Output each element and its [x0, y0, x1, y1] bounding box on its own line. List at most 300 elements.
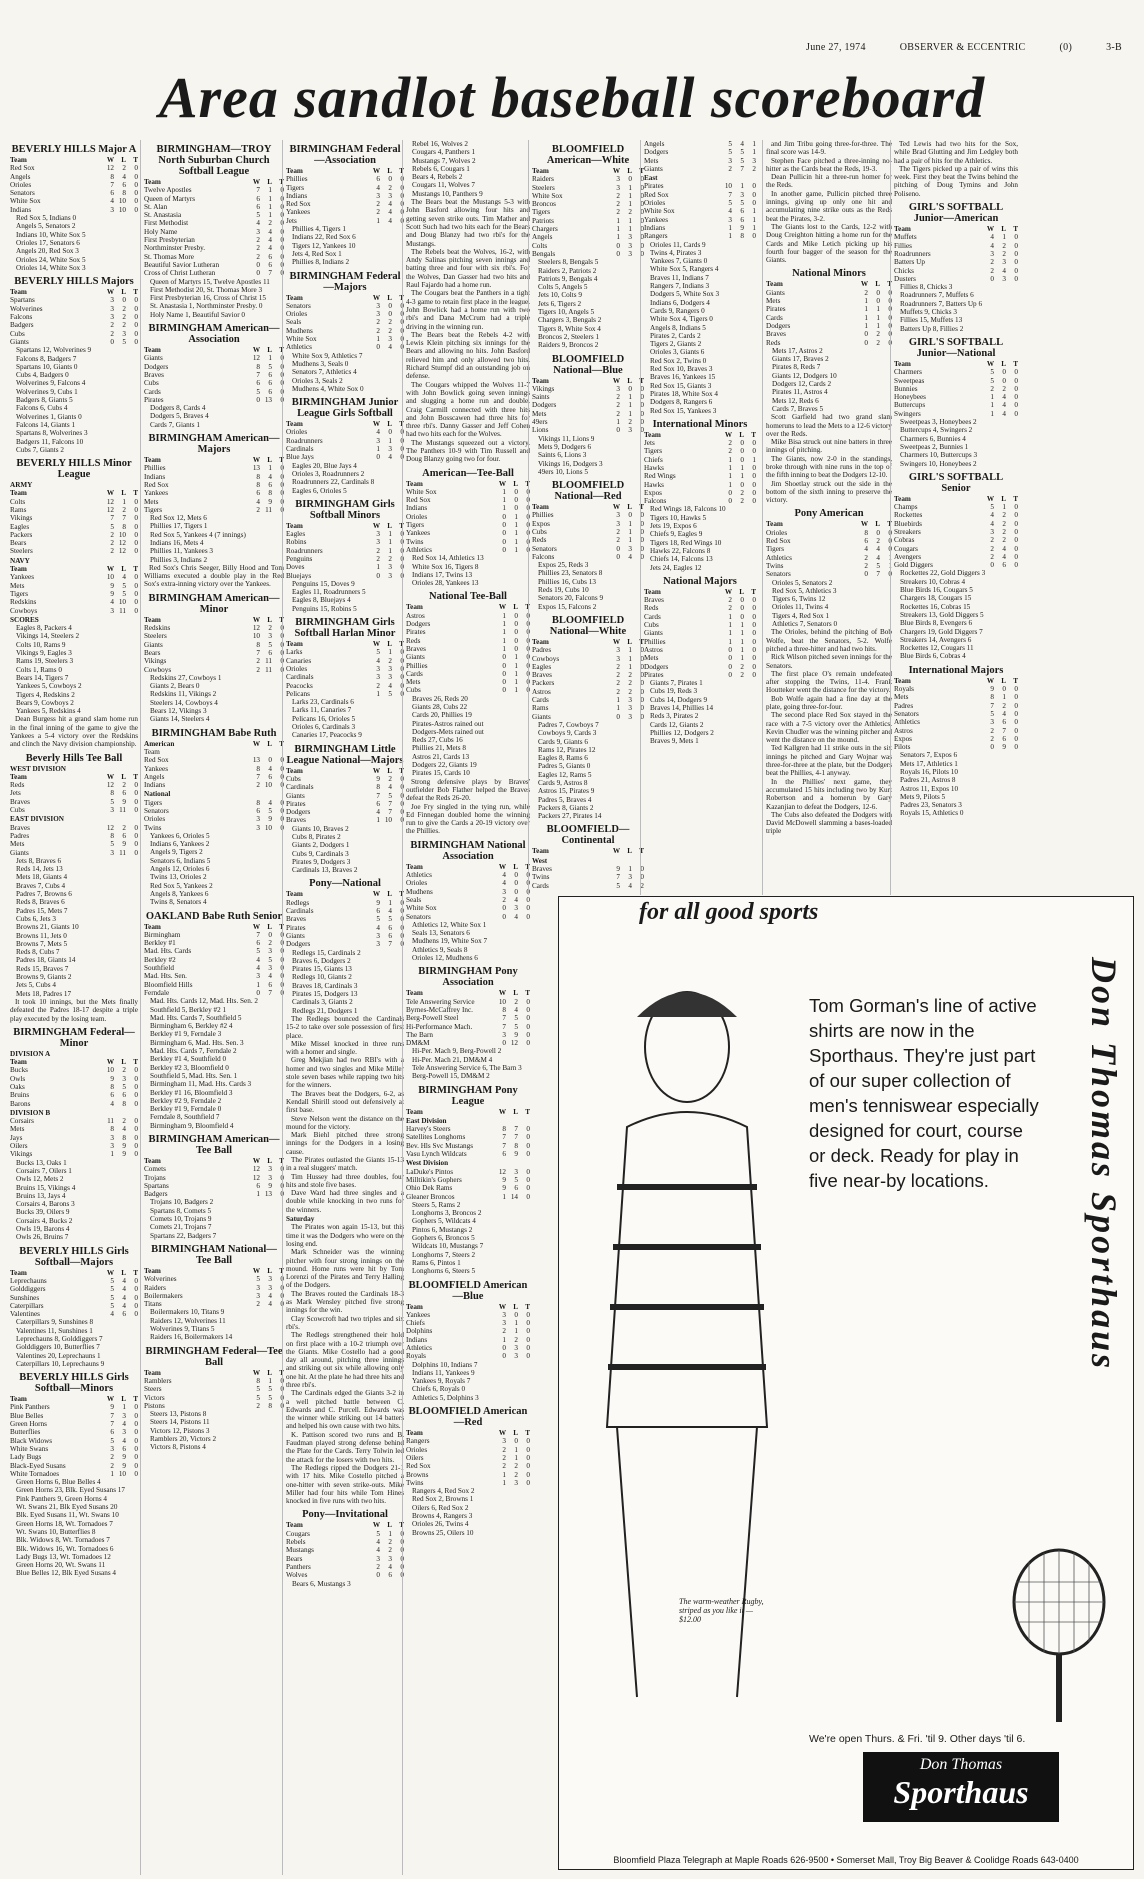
- team-name: Bears: [144, 648, 161, 657]
- team-name: Redlegs: [286, 898, 310, 907]
- game-result: Seals 13, Senators 6: [412, 929, 470, 938]
- stat-cell: 7: [256, 772, 260, 781]
- stat-cell: 4: [110, 598, 114, 607]
- team-name: Eagles: [532, 662, 552, 671]
- stat-cell: 6: [122, 1444, 126, 1453]
- standings-row: [766, 554, 892, 562]
- stat-cell: 1: [502, 504, 506, 513]
- stat-cell: 0: [526, 1470, 530, 1479]
- game-result: Rams 6, Pintos 1: [412, 1258, 461, 1267]
- team-name: Ohio Dek Rams: [406, 1184, 453, 1193]
- game-result: Padres 21, Astros 8: [900, 776, 956, 785]
- stat-cell: 7: [376, 791, 380, 800]
- game-result: Senators 7, Expos 6: [900, 751, 958, 760]
- standings-header: [532, 638, 644, 646]
- standings-row: [10, 547, 138, 555]
- stat-cell: 6: [268, 260, 272, 269]
- stat-cell: 0: [1014, 718, 1018, 727]
- stat-cell: 5: [876, 561, 880, 570]
- stat-cell: 7: [256, 930, 260, 939]
- team-name: Athletics: [894, 718, 920, 727]
- team-name: Titans: [144, 1300, 162, 1309]
- stat-cell: 0: [888, 330, 892, 339]
- game-recap: The Tigers picked up a pair of wins this week. First they beat the Twins behind the pitching of Doug Tymins and John Poliseno.: [894, 164, 1018, 198]
- stat-cell: 2: [616, 671, 620, 680]
- standings-row: [286, 673, 404, 681]
- standings-row: [144, 354, 284, 362]
- game-result: Sweetpeas 2, Bunnies 1: [900, 442, 969, 451]
- logo-bottom-text: Sporthaus: [893, 1774, 1029, 1810]
- stat-cell: 2: [256, 1300, 260, 1309]
- team-name: Orioles: [406, 879, 428, 888]
- team-name: Yankees: [406, 529, 431, 538]
- game-recap: The Braves routed the Cardinals 18-3 as Mark Wensley pitched five strong innings for the win.: [286, 1289, 404, 1315]
- stat-cell: 11: [265, 657, 272, 666]
- stat-cell: 8: [256, 640, 260, 649]
- game-recap: The Bears beat the Rebels 4-2 with Lewis Klein pitching six innings for the Bears and allowing no hits. John Basford relieved him and only allowed two hits. Richard Stumpf did an outstanding job on defense.: [406, 330, 530, 381]
- standings-row: [406, 653, 530, 661]
- stat-cell: 0: [134, 848, 138, 857]
- team-name: Red Sox: [144, 756, 169, 765]
- standings-row: [10, 506, 138, 514]
- stat-cell: 1: [268, 1376, 272, 1385]
- stat-cell: 6: [268, 379, 272, 388]
- stat-cell: 0: [526, 1022, 530, 1031]
- stat-cell: 5: [268, 640, 272, 649]
- stat-cell: 0: [1014, 701, 1018, 710]
- game-result: Owls 19, Barons 4: [16, 1225, 70, 1234]
- stat-cell: 0: [280, 379, 284, 388]
- stat-cell: 0: [514, 644, 518, 653]
- stat-cell: 4: [110, 197, 114, 206]
- team-name: Team: [144, 1156, 161, 1165]
- stat-cell: 2: [876, 330, 880, 339]
- standings-row: [144, 641, 284, 649]
- standings-row: [144, 624, 284, 632]
- game-result: Phillies 3, Indians 2: [150, 555, 208, 564]
- game-result: Saints 6, Lions 3: [538, 451, 587, 460]
- stat-cell: 2: [728, 439, 732, 448]
- team-name: Orioles: [286, 428, 308, 437]
- standings-row: [144, 371, 284, 379]
- game-result: Packers 27, Pirates 14: [538, 812, 602, 821]
- stat-cell: 0: [280, 194, 284, 203]
- team-name: Indians: [644, 223, 666, 232]
- stat-cell: 2: [376, 546, 380, 555]
- team-name: Satellites Longhorns: [406, 1133, 466, 1142]
- stat-cell: 0: [502, 537, 506, 546]
- section-title: BIRMINGHAM Girls Softball Harlan Minor: [294, 617, 396, 640]
- stat-cell: 0: [640, 241, 644, 250]
- game-result: Mets 17, Astros 2: [772, 346, 823, 355]
- stat-cell: 0: [514, 504, 518, 513]
- stat-cell: 4: [376, 1538, 380, 1547]
- stat-cell: 0: [728, 670, 732, 679]
- sporthaus-logo: [863, 1752, 1059, 1822]
- standings-row: [766, 289, 892, 297]
- stat-cell: 2: [740, 497, 744, 506]
- game-result: Astros 11, Expos 10: [900, 784, 959, 793]
- stat-cell: 0: [526, 487, 530, 496]
- standings-header: [144, 178, 284, 186]
- team-name: Badgers: [144, 1190, 168, 1199]
- stat-cell: 6: [376, 907, 380, 916]
- stat-cell: 6: [256, 194, 260, 203]
- stat-cell: 2: [256, 1401, 260, 1410]
- game-result: Raiders 12, Wolverines 11: [150, 1316, 226, 1325]
- stat-cell: 2: [990, 726, 994, 735]
- stat-cell: 0: [526, 1150, 530, 1159]
- game-result: Redskins 11, Vikings 2: [150, 690, 217, 699]
- stat-cell: 2: [122, 1117, 126, 1126]
- stat-cell: 0: [526, 1175, 530, 1184]
- game-result: Reds 27, Cubs 16: [412, 736, 463, 745]
- stat-cell: 3: [376, 673, 380, 682]
- game-result: Athletics 9, Seals 8: [412, 945, 468, 954]
- standings-row: [144, 219, 284, 227]
- stat-cell: 0: [526, 1039, 530, 1048]
- stat-cell: 0: [888, 528, 892, 537]
- team-name: Rangers: [406, 1437, 430, 1446]
- stat-cell: 1: [876, 321, 880, 330]
- stat-cell: 2: [122, 164, 126, 173]
- stat-cell: 0: [280, 988, 284, 997]
- team-name: White Sox: [10, 197, 41, 206]
- section-title: BLOOMFIELD American—Red: [408, 1406, 528, 1429]
- stat-cell: T: [751, 587, 756, 596]
- game-result: Orioles 3, Seals 2: [292, 376, 343, 385]
- stat-cell: [260, 748, 272, 756]
- team-name: Boilermakers: [144, 1291, 183, 1300]
- stat-cell: 2: [256, 781, 260, 790]
- stat-cell: L: [627, 167, 632, 175]
- stat-cell: 3: [376, 301, 380, 310]
- standings-row: [644, 654, 756, 662]
- standings-row: [10, 1310, 138, 1318]
- team-name: Pistons: [144, 1401, 165, 1410]
- stat-cell: 4: [876, 545, 880, 554]
- stat-cell: 0: [400, 673, 404, 682]
- team-name: Team: [406, 1429, 423, 1438]
- stat-cell: L: [267, 1156, 272, 1165]
- stat-cell: 12: [106, 164, 114, 173]
- game-result: Indians 17, Twins 13: [412, 570, 473, 579]
- team-name: Dodgers: [644, 148, 669, 157]
- stat-cell: 9: [268, 1181, 272, 1190]
- team-name: Senators: [766, 570, 791, 579]
- stat-cell: 0: [526, 1167, 530, 1176]
- stat-cell: 10: [724, 182, 732, 191]
- standings-row: [644, 148, 756, 156]
- standings-row: [406, 1193, 530, 1201]
- stat-cell: 6: [268, 648, 272, 657]
- stat-cell: 4: [110, 1310, 114, 1319]
- section-title: BEVERLY HILLS Girls Softball—Minors: [19, 1372, 129, 1395]
- stat-cell: 0: [400, 530, 404, 539]
- section-title: BLOOMFIELD American—White: [546, 144, 630, 166]
- stat-cell: 1: [376, 445, 380, 454]
- game-result: Cougars 11, Wolves 7: [412, 181, 475, 190]
- stat-cell: T: [639, 847, 644, 856]
- game-result: Bears 12, Vikings 3: [150, 707, 207, 716]
- stat-cell: T: [525, 862, 530, 871]
- game-result: Mets 18, Padres 17: [16, 989, 72, 998]
- team-name: Astros: [894, 726, 913, 735]
- game-result: Green Horns 23, Blk. Eyed Susans 17: [16, 1486, 125, 1495]
- stat-cell: 0: [400, 335, 404, 344]
- game-result: Penguins 15, Doves 9: [292, 579, 355, 588]
- team-name: Orioles: [286, 664, 308, 673]
- stat-cell: W: [106, 565, 114, 574]
- game-recap: The Cubs also defeated the Dodgers with David McDowell slamming a bases-loaded triple: [766, 810, 892, 836]
- stat-cell: 1: [990, 393, 994, 402]
- stat-cell: 4: [990, 233, 994, 242]
- stat-cell: T: [639, 376, 644, 385]
- stat-cell: 0: [740, 480, 744, 489]
- column-5: [528, 140, 644, 895]
- team-name: Cards: [532, 881, 549, 890]
- section-title: Pony—National: [309, 878, 381, 890]
- stat-cell: 0: [514, 611, 518, 620]
- stat-cell: 0: [400, 428, 404, 437]
- game-result: Mets 12, Reds 6: [772, 396, 819, 405]
- stat-cell: 0: [640, 409, 644, 418]
- standings-row: [644, 638, 756, 646]
- team-name: Owls: [10, 1074, 26, 1083]
- stat-cell: W: [252, 615, 260, 624]
- stat-cell: 0: [280, 930, 284, 939]
- stat-cell: 0: [400, 554, 404, 563]
- stat-cell: 0: [888, 338, 892, 347]
- team-name: Team: [286, 890, 303, 899]
- stat-cell: 1: [876, 305, 880, 314]
- stat-cell: 0: [514, 487, 518, 496]
- section-title: BIRMINGHAM National—Tee Ball: [151, 1243, 277, 1266]
- standings-row: [644, 199, 756, 207]
- stat-cell: 10: [118, 1469, 126, 1478]
- standings-row: [894, 536, 1018, 544]
- game-result: Royals 16, Pilots 10: [900, 768, 958, 776]
- standings-row: [286, 924, 404, 932]
- stat-cell: 6: [256, 202, 260, 211]
- stat-cell: 0: [526, 636, 530, 645]
- game-recap: The Giants lost to the Cards, 12-2 with Doug Creighton hitting a home run for the Cards and Mike Letich picking up his fourth four bagger of the season for the Giants.: [766, 222, 892, 265]
- stat-cell: 0: [526, 1141, 530, 1150]
- team-name: Rebels: [286, 1538, 306, 1547]
- stat-cell: 3: [628, 249, 632, 258]
- game-result: Eagles 6, Orioles 5: [292, 486, 347, 495]
- game-result: Jets 5, Cubs 4: [16, 981, 56, 990]
- team-name: Pirates: [644, 182, 664, 191]
- standings-row: [286, 572, 404, 580]
- standings-row: [406, 1133, 530, 1141]
- game-result: Braves 18, Cardinals 3: [292, 981, 358, 990]
- team-name: Badgers: [10, 321, 34, 330]
- team-name: Team: [286, 167, 303, 175]
- stat-cell: 2: [268, 219, 272, 228]
- stat-cell: 1: [740, 645, 744, 654]
- game-result: Steers 13, Pistons 8: [150, 1410, 207, 1419]
- game-result: Victors 12, Pistons 3: [150, 1426, 210, 1435]
- standings-row: [894, 693, 1018, 701]
- team-name: Phillies: [644, 637, 666, 646]
- team-name: First Presbyterian: [144, 236, 195, 245]
- team-name: Twelve Apostles: [144, 186, 192, 195]
- stat-cell: 2: [376, 681, 380, 690]
- game-result: Giants 12, Dodgers 10: [772, 371, 837, 380]
- stat-cell: 12: [252, 354, 260, 363]
- stat-cell: 4: [628, 552, 632, 561]
- standings-header: [406, 480, 530, 488]
- game-result: Caterpillars 9, Sunshines 8: [16, 1318, 94, 1327]
- team-name: Tigers: [286, 183, 305, 192]
- standings-row: [10, 1412, 138, 1420]
- team-name: Victors: [144, 1393, 165, 1402]
- standings-row: [894, 503, 1018, 511]
- stat-cell: 0: [502, 669, 506, 678]
- stat-cell: 1: [628, 654, 632, 663]
- stat-cell: W: [106, 772, 114, 781]
- team-name: Milltikin's Gophers: [406, 1175, 462, 1184]
- game-result: Hawks 22, Falcons 8: [650, 546, 711, 555]
- standings-row: [894, 275, 1018, 283]
- standings-row: [10, 832, 138, 840]
- standings-row: [406, 1344, 530, 1352]
- stat-cell: 2: [376, 326, 380, 335]
- team-name: Lady Bugs: [10, 1453, 42, 1462]
- stat-cell: 0: [888, 297, 892, 306]
- team-name: Dusters: [894, 274, 916, 283]
- stat-cell: 0: [502, 512, 506, 521]
- game-result: Phillies 17, Tigers 1: [150, 522, 208, 531]
- team-name: Larks: [286, 648, 303, 657]
- game-result: Tigers 18, Red Wings 10: [650, 538, 722, 547]
- stat-cell: T: [399, 766, 404, 775]
- stat-cell: 0: [728, 488, 732, 497]
- team-name: Athletics: [766, 553, 792, 562]
- stat-cell: 0: [400, 816, 404, 825]
- stat-cell: 0: [1014, 266, 1018, 275]
- stat-cell: 0: [640, 552, 644, 561]
- standings-row: [144, 632, 284, 640]
- standings-row: [644, 671, 756, 679]
- game-result: Red Sox 5, Athletics 3: [772, 586, 837, 595]
- team-name: Holy Name: [144, 227, 178, 236]
- stat-cell: T: [133, 156, 138, 164]
- standings-row: [144, 815, 284, 823]
- stat-cell: 3: [514, 1478, 518, 1487]
- game-recap: The Cardinals edged the Giants 3-2 in a well pitched battle between C. Edwards and C. Purcell. Edwards was the winner while striking out 14 batters and helped his own cause with two hits.: [286, 1389, 404, 1431]
- stat-cell: 3: [376, 530, 380, 539]
- stat-cell: 12: [252, 1165, 260, 1174]
- standings-row: [532, 663, 644, 671]
- stat-cell: W: [106, 288, 114, 297]
- standings-row: [532, 511, 644, 519]
- team-name: Reds: [10, 781, 25, 790]
- stat-cell: 1: [616, 696, 620, 705]
- team-name: Tigers: [766, 545, 785, 554]
- team-name: Rams: [532, 704, 549, 713]
- game-result: Orioles 11, Cards 9: [650, 240, 706, 249]
- section-title: BIRMINGHAM Babe Ruth: [151, 727, 277, 739]
- game-result: Wolverines 9, Cubs 1: [16, 387, 78, 396]
- team-name: Team: [532, 503, 549, 512]
- team-name: Giants: [644, 164, 663, 173]
- stat-cell: 0: [400, 898, 404, 907]
- stat-cell: 1: [388, 898, 392, 907]
- game-result: Angels 20, Red Sox 3: [16, 247, 79, 256]
- game-result: Mad. Hts. Cards 12, Mad. Hts. Sen. 2: [150, 997, 259, 1006]
- stat-cell: 0: [280, 472, 284, 481]
- stat-cell: 1: [376, 563, 380, 572]
- team-name: Black Widows: [10, 1436, 53, 1445]
- stat-cell: 2: [256, 505, 260, 514]
- stat-cell: L: [121, 1058, 126, 1067]
- stat-cell: 6: [256, 489, 260, 498]
- game-result: Colts 1, Rams 0: [16, 665, 62, 674]
- stat-cell: 0: [1014, 384, 1018, 393]
- stat-cell: 10: [498, 997, 506, 1006]
- standings-row: [10, 1066, 138, 1074]
- standings-row: [766, 322, 892, 330]
- standings-row: [10, 1142, 138, 1150]
- stat-cell: 0: [1014, 552, 1018, 561]
- standings-row: [10, 539, 138, 547]
- stat-cell: 0: [616, 544, 620, 553]
- stat-cell: 0: [280, 657, 284, 666]
- game-result: Blk. Eyed Susans 11, Wt. Swans 10: [16, 1511, 119, 1520]
- standings-header: [894, 225, 1018, 233]
- stat-cell: 0: [740, 447, 744, 456]
- game-result: Pirates 8, Reds 7: [772, 363, 821, 372]
- stat-cell: W: [106, 1268, 114, 1277]
- team-name: Panthers: [286, 1562, 311, 1571]
- stat-cell: W: [986, 676, 994, 685]
- section-title: BIRMINGHAM American—Tee Ball: [148, 1133, 280, 1156]
- standings-row: [144, 1402, 284, 1410]
- stat-cell: 9: [122, 1142, 126, 1151]
- stat-cell: 0: [400, 1538, 404, 1547]
- stat-cell: 0: [526, 644, 530, 653]
- stat-cell: 12: [510, 1039, 518, 1048]
- stat-cell: 1: [740, 472, 744, 481]
- game-result: Braves 16, Yankees 15: [650, 373, 716, 382]
- stat-cell: 0: [280, 186, 284, 195]
- game-recap: The Orioles, behind the pitching of Bob Wolfe, beat the Senators, 5-2. Wolfe pitched a three-hitter and had two hits.: [766, 628, 892, 653]
- team-name: Cardinals: [286, 445, 314, 454]
- team-name: Team: [10, 1395, 27, 1404]
- section-title: BIRMINGHAM Girls Softball Minors: [295, 498, 395, 521]
- standings-row: [10, 573, 138, 581]
- stat-cell: 0: [876, 288, 880, 297]
- team-name: Wolverines: [144, 1275, 177, 1284]
- ad-copy: Tom Gorman's line of active shirts are now in the Sporthaus. They're just part of our super collection of men's tenniswear especially designed for court, course or deck. Ready for play in five near-by locations.: [809, 995, 1039, 1191]
- stat-cell: 7: [740, 164, 744, 173]
- stat-cell: 0: [526, 1344, 530, 1352]
- standings-row: [406, 1446, 530, 1454]
- team-name: Phillies: [144, 464, 166, 473]
- stat-cell: 1: [628, 200, 632, 209]
- stat-cell: T: [279, 1266, 284, 1275]
- standings-row: [406, 488, 530, 496]
- game-result: Astros 15, Pirates 9: [538, 787, 595, 796]
- stat-cell: 0: [526, 545, 530, 554]
- team-name: Dodgers: [286, 808, 311, 817]
- standings-row: [894, 410, 1018, 418]
- stat-cell: 0: [134, 573, 138, 582]
- game-result: Fillies 8, Chicks 3: [900, 283, 953, 292]
- standings-row: [286, 445, 404, 453]
